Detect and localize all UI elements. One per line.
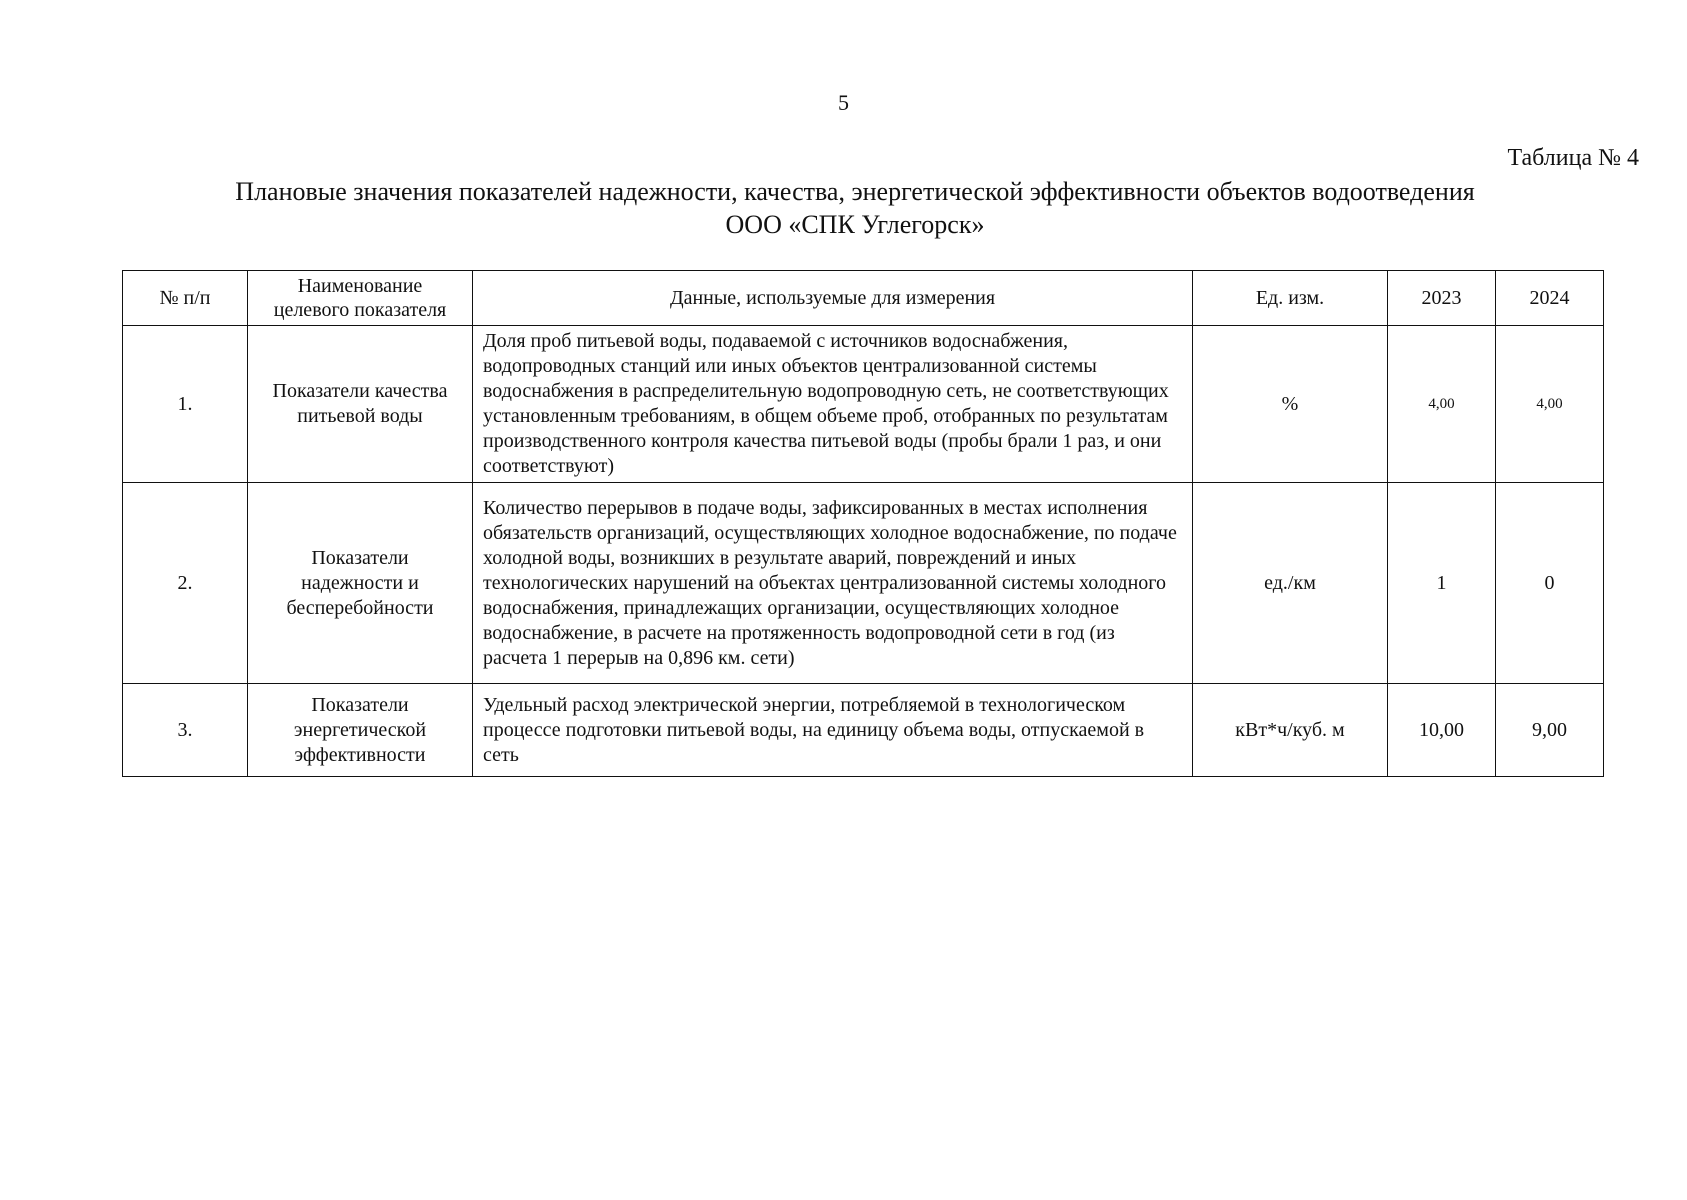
cell-num: 3. [123,684,248,777]
table-row [123,483,1604,684]
title-line-1: Плановые значения показателей надежности, качества, энергетической эффективности объектов водоотведения [235,177,1475,206]
table-header-row [123,271,1604,326]
cell-value-2024: 0 [1496,483,1604,684]
document-title [120,175,1590,241]
title-line-2: ООО «СПК Углегорск» [725,210,985,239]
cell-value-2024: 4,00 [1496,326,1604,483]
table-row [123,684,1604,777]
page-number: 5 [838,90,849,115]
cell-value-2023: 1 [1388,483,1496,684]
table-label: Таблица № 4 [1507,145,1639,171]
indicators-table [122,270,1604,777]
header-unit: Ед. изм. [1193,271,1388,326]
cell-indicator-name: Показатели энергетической эффективности [248,684,473,777]
cell-unit: ед./км [1193,483,1388,684]
cell-measurement-data: Доля проб питьевой воды, подаваемой с источников водоснабжения, водопроводных станций или иных объектов централизованной системы водоснабжения в распределительную водопроводную сеть, не соответствующих установленным требованиям, в общем объеме проб, отобранных по результатам производственного контроля качества питьевой воды (пробы брали 1 раз, и они соответствуют) [473,326,1193,483]
cell-value-2023: 4,00 [1388,326,1496,483]
header-name: Наименование целевого показателя [248,271,473,326]
header-data: Данные, используемые для измерения [473,271,1193,326]
cell-num: 2. [123,483,248,684]
cell-indicator-name: Показатели качества питьевой воды [248,326,473,483]
cell-unit: кВт*ч/куб. м [1193,684,1388,777]
cell-value-2024: 9,00 [1496,684,1604,777]
header-num: № п/п [123,271,248,326]
cell-unit: % [1193,326,1388,483]
cell-measurement-data: Удельный расход электрической энергии, потребляемой в технологическом процессе подготовки питьевой воды, на единицу объема воды, отпускаемой в сеть [473,684,1193,777]
header-year-2023: 2023 [1388,271,1496,326]
cell-indicator-name: Показатели надежности и бесперебойности [248,483,473,684]
header-year-2024: 2024 [1496,271,1604,326]
cell-value-2023: 10,00 [1388,684,1496,777]
table-row [123,326,1604,483]
cell-num: 1. [123,326,248,483]
cell-measurement-data: Количество перерывов в подаче воды, зафиксированных в местах исполнения обязательств организаций, осуществляющих холодное водоснабжение, по подаче холодной воды, возникших в результате аварий, повреждений и иных технологических нарушений на объектах централизованной системы холодного водоснабжения, принадлежащих организации, осуществляющих холодное водоснабжение, в расчете на протяженность водопроводной сети в год (из расчета 1 перерыв на 0,896 км. сети) [473,483,1193,684]
